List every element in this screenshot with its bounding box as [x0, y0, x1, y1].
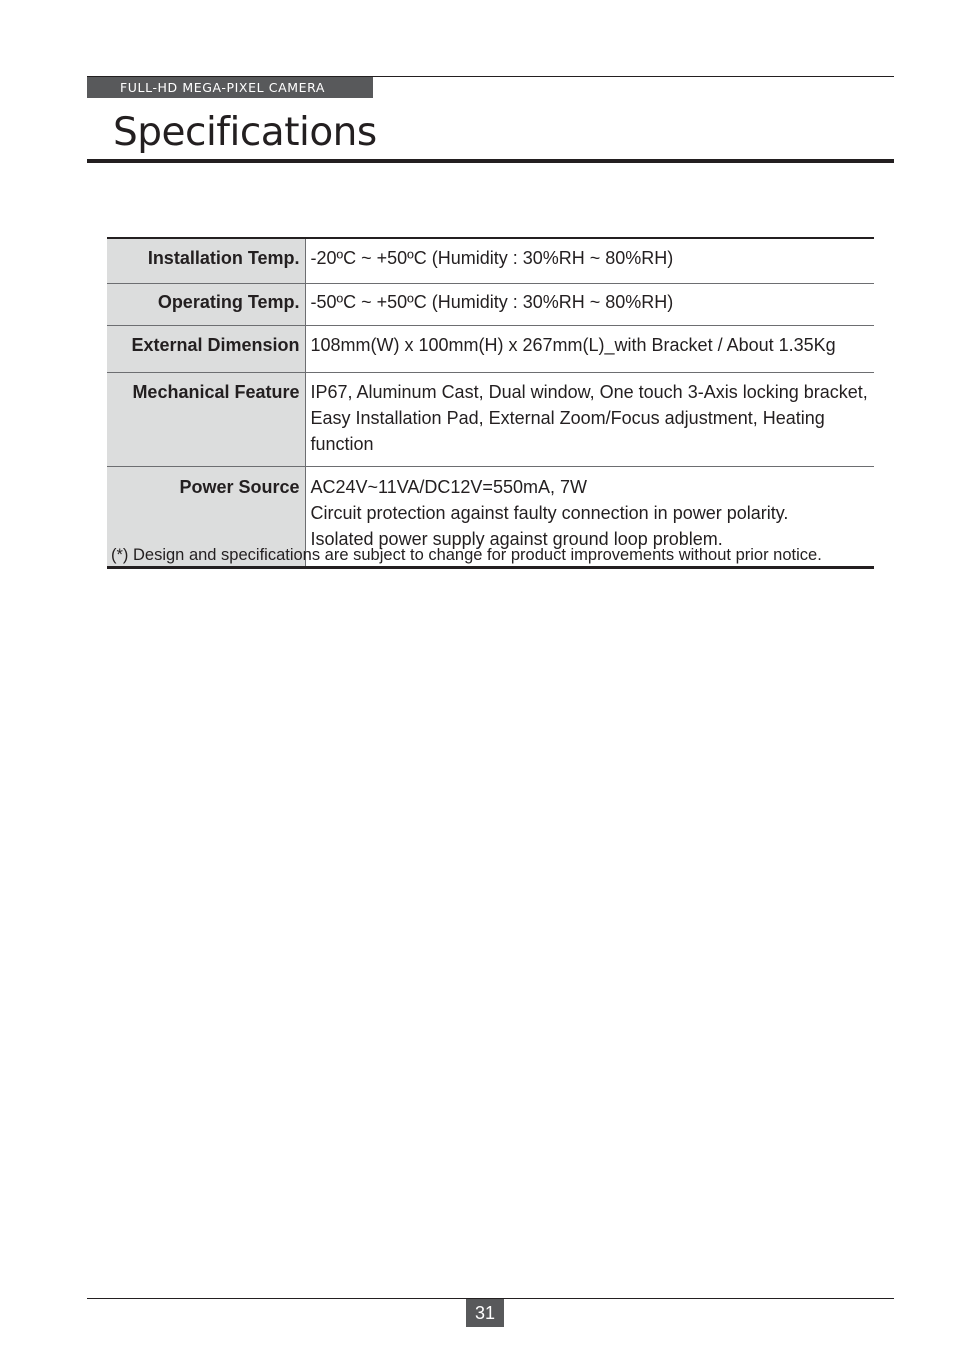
title-rule — [87, 159, 894, 163]
spec-label: External Dimension — [107, 326, 305, 373]
table-row — [107, 373, 874, 467]
specifications-table — [107, 237, 874, 569]
table-row — [107, 238, 874, 284]
spec-value — [305, 238, 874, 284]
spec-value-line: Isolated power supply against ground loop problem. — [310, 529, 723, 549]
spec-value — [305, 373, 874, 467]
table-row — [107, 284, 874, 326]
spec-label: Mechanical Feature — [107, 373, 305, 467]
spec-value-line: -50ºC ~ +50ºC (Humidity : 30%RH ~ 80%RH) — [310, 292, 674, 312]
table-row — [107, 326, 874, 373]
spec-value — [305, 326, 874, 373]
spec-value-line: AC24V~11VA/DC12V=550mA, 7W — [310, 477, 587, 497]
spec-label: Installation Temp. — [107, 238, 305, 284]
spec-label: Operating Temp. — [107, 284, 305, 326]
spec-value-line: 108mm(W) x 100mm(H) x 267mm(L)_with Bracket / About 1.35Kg — [310, 335, 836, 355]
spec-value-line: function — [310, 434, 374, 454]
specifications-footnote: (*) Design and specifications are subject to change for product improvements without prior notice. — [111, 546, 822, 564]
spec-value — [305, 284, 874, 326]
spec-value-line: -20ºC ~ +50ºC (Humidity : 30%RH ~ 80%RH) — [310, 248, 674, 268]
spec-value-line: Circuit protection against faulty connection in power polarity. — [310, 503, 789, 523]
spec-value-line: IP67, Aluminum Cast, Dual window, One touch 3-Axis locking bracket, — [310, 382, 868, 402]
product-category-label: FULL-HD MEGA-PIXEL CAMERA — [87, 77, 373, 98]
spec-label: Power Source — [107, 467, 305, 568]
page-number: 31 — [466, 1299, 504, 1327]
spec-value-line: Easy Installation Pad, External Zoom/Focus adjustment, Heating — [310, 408, 825, 428]
page-title: Specifications — [113, 110, 377, 155]
